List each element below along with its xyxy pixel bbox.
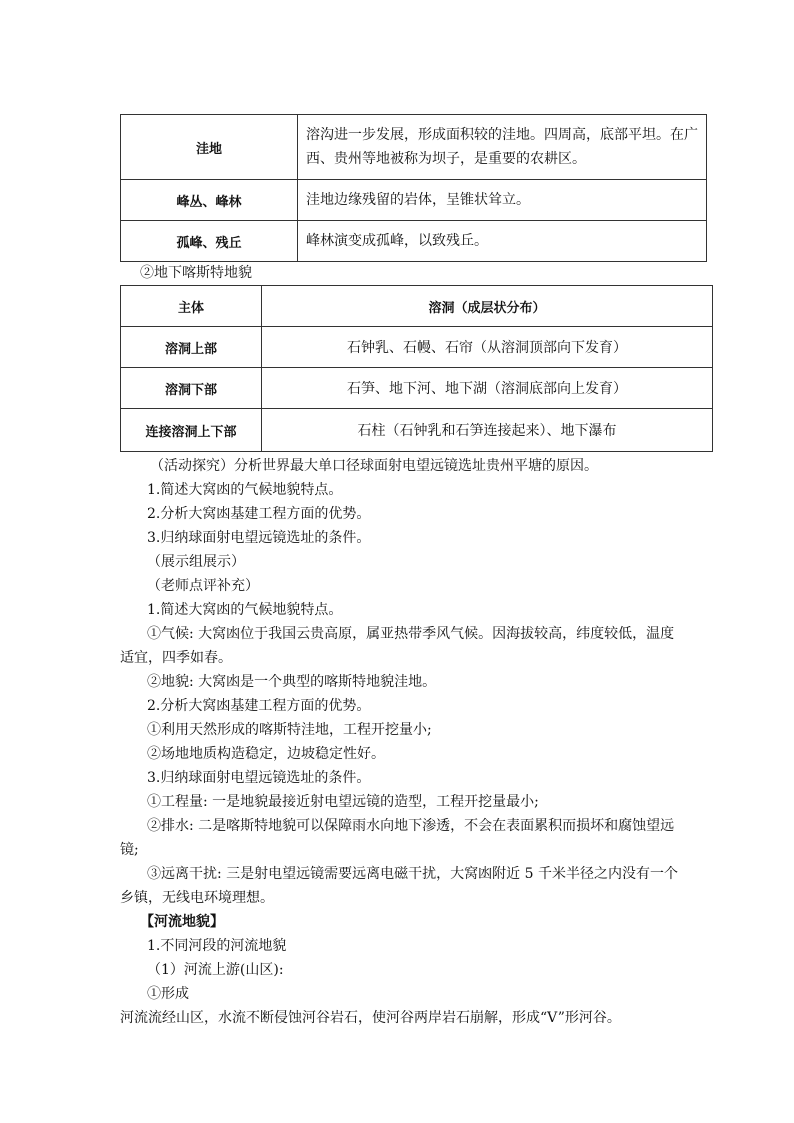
subsection-heading: ①形成 — [147, 986, 189, 1002]
table-row — [121, 221, 707, 262]
answer-heading: 2.分析大窝凼基建工程方面的优势。 — [147, 698, 371, 714]
landform-desc: 峰林演变成孤峰，以致残丘。 — [298, 221, 707, 262]
subsection-heading: 1.不同河段的河流地貌 — [147, 938, 287, 954]
cave-part: 溶洞上部 — [121, 327, 262, 368]
answer-heading: 3.归纳球面射电望远镜选址的条件。 — [147, 770, 371, 786]
table-row — [121, 180, 707, 221]
answer-line: 适宜，四季如春。 — [120, 650, 232, 666]
cave-feature: 石笋、地下河、地下湖（溶洞底部向上发育） — [262, 368, 713, 409]
activity-prompt: （活动探究）分析世界最大单口径球面射电望远镜选址贵州平塘的原因。 — [150, 458, 598, 474]
underground-karst-table — [120, 285, 713, 452]
table-row — [121, 115, 707, 180]
table-row — [121, 327, 713, 368]
table-row — [121, 368, 713, 409]
answer-line: ①气候: 大窝凼位于我国云贵高原，属亚热带季风气候。因海拔较高，纬度较低，温度 — [147, 626, 675, 642]
question-line: 1.简述大窝凼的气候地貌特点。 — [147, 482, 343, 498]
answer-heading: 1.简述大窝凼的气候地貌特点。 — [147, 602, 343, 618]
column-header: 主体 — [121, 286, 262, 327]
note-line: （展示组展示） — [147, 554, 245, 570]
landform-name: 孤峰、残丘 — [121, 221, 298, 262]
table-header-row — [121, 286, 713, 327]
landform-desc: 洼地边缘残留的岩体，呈锥状耸立。 — [298, 180, 707, 221]
landform-desc: 溶沟进一步发展，形成面积较的洼地。四周高，底部平坦。在广西、贵州等地被称为坝子，是重要的农耕区。 — [298, 115, 707, 180]
body-line: 河流流经山区，水流不断侵蚀河谷岩石，使河谷两岸岩石崩解，形成“V”形河谷。 — [120, 1010, 621, 1026]
surface-karst-table — [120, 114, 707, 262]
cave-feature: 石柱（石钟乳和石笋连接起来）、地下瀑布 — [262, 409, 713, 452]
answer-line: ①工程量: 一是地貌最接近射电望远镜的造型，工程开挖量最小; — [147, 794, 539, 810]
question-line: 2.分析大窝凼基建工程方面的优势。 — [147, 506, 371, 522]
cave-part: 连接溶洞上下部 — [121, 409, 262, 452]
answer-line: ②场地地质构造稳定，边坡稳定性好。 — [147, 746, 385, 762]
cave-feature: 石钟乳、石幔、石帘（从溶洞顶部向下发育） — [262, 327, 713, 368]
answer-line: ②排水: 二是喀斯特地貌可以保障雨水向地下渗透，不会在表面累积而损坏和腐蚀望远 — [147, 818, 675, 834]
table-row — [121, 409, 713, 452]
landform-name: 洼地 — [121, 115, 298, 180]
section-title: ②地下喀斯特地貌 — [140, 265, 252, 281]
landform-name: 峰丛、峰林 — [121, 180, 298, 221]
question-line: 3.归纳球面射电望远镜选址的条件。 — [147, 530, 371, 546]
cave-part: 溶洞下部 — [121, 368, 262, 409]
subsection-heading: （1）河流上游(山区): — [147, 962, 284, 978]
answer-line: 乡镇，无线电环境理想。 — [120, 890, 274, 906]
section-heading: 【河流地貌】 — [140, 914, 224, 930]
column-header: 溶洞（成层状分布） — [262, 286, 713, 327]
answer-line: ③远离干扰: 三是射电望远镜需要远离电磁干扰，大窝凼附近 5 千米半径之内没有一个 — [147, 866, 678, 882]
answer-line: 镜; — [120, 842, 139, 858]
answer-line: ①利用天然形成的喀斯特洼地，工程开挖量小; — [147, 722, 432, 738]
answer-line: ②地貌: 大窝凼是一个典型的喀斯特地貌洼地。 — [147, 674, 437, 690]
note-line: （老师点评补充） — [147, 578, 259, 594]
